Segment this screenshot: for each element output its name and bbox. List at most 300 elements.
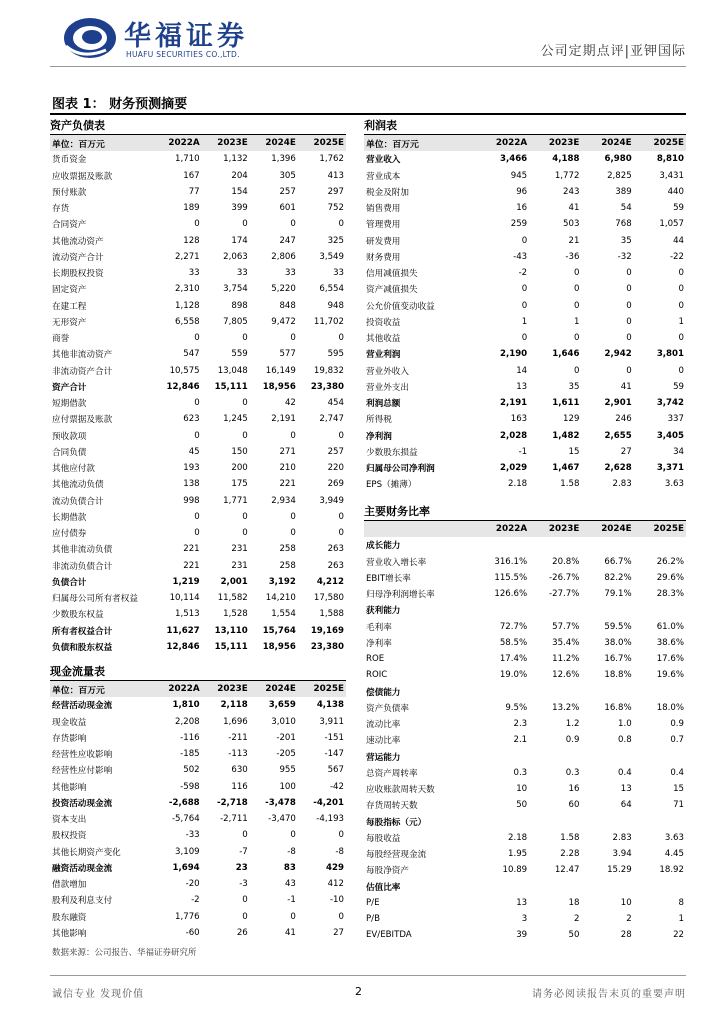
table-row bbox=[50, 860, 346, 876]
cell-value: 316.1% bbox=[494, 556, 528, 567]
cell-value: 17.4% bbox=[499, 654, 528, 665]
cell-value: 3.94 bbox=[612, 849, 632, 860]
table-row bbox=[50, 746, 346, 762]
cell-value: 258 bbox=[279, 560, 296, 571]
cell-value: 1,694 bbox=[172, 862, 200, 873]
table-row bbox=[364, 927, 686, 943]
cell-value: 15 bbox=[673, 784, 684, 795]
cell-value: 11,582 bbox=[217, 593, 248, 604]
table-row bbox=[50, 363, 346, 379]
row-label: 营业外收入 bbox=[366, 366, 409, 377]
cell-value: 4,138 bbox=[316, 700, 344, 711]
table-row bbox=[50, 216, 346, 232]
row-label: 负债合计 bbox=[52, 577, 87, 588]
table-row bbox=[364, 570, 686, 586]
cell-value: 2.3 bbox=[513, 719, 528, 730]
unit-header bbox=[364, 521, 477, 537]
cell-value: 58.5% bbox=[499, 637, 528, 648]
row-label: 在建工程 bbox=[52, 301, 87, 312]
cell-value: 271 bbox=[279, 446, 296, 457]
cell-value: 3,109 bbox=[175, 846, 200, 857]
cell-value: 2 bbox=[573, 914, 580, 925]
cell-value: 15,111 bbox=[214, 381, 248, 392]
unit-header: 单位：百万元 bbox=[364, 135, 477, 151]
cell-value: 0 bbox=[338, 830, 344, 841]
cell-value: 13 bbox=[516, 381, 528, 392]
cell-value: 1,772 bbox=[554, 170, 580, 181]
year-header: 2022A bbox=[477, 135, 529, 151]
cell-value: 454 bbox=[327, 398, 344, 409]
table-row bbox=[50, 697, 346, 713]
table-row bbox=[50, 892, 346, 908]
row-label: 其他收益 bbox=[366, 334, 401, 345]
balance-sheet-table bbox=[50, 135, 346, 655]
cell-value: -42 bbox=[329, 781, 344, 792]
cell-value: 167 bbox=[183, 170, 200, 181]
cell-value: -7 bbox=[239, 846, 248, 857]
cell-value: 13,110 bbox=[214, 625, 248, 636]
cell-value: 4,212 bbox=[316, 576, 344, 587]
table-row bbox=[50, 558, 346, 574]
cell-value: 231 bbox=[231, 544, 248, 555]
cell-value: 577 bbox=[279, 349, 296, 360]
cell-value: 0 bbox=[290, 511, 296, 522]
cell-value: 3,466 bbox=[499, 154, 528, 165]
cell-value: 221 bbox=[183, 544, 200, 555]
row-label: 资产减值损失 bbox=[366, 285, 418, 296]
cell-value: 269 bbox=[327, 479, 344, 490]
cell-value: 72.7% bbox=[499, 621, 528, 632]
cell-value bbox=[477, 602, 529, 618]
cell-value: 38.0% bbox=[604, 637, 632, 648]
cell-value: -33 bbox=[185, 830, 200, 841]
table-row bbox=[50, 460, 346, 476]
cell-value: 35 bbox=[620, 235, 632, 246]
cell-value: 2.18 bbox=[508, 479, 528, 490]
table-row bbox=[364, 537, 686, 553]
cell-value: -3,470 bbox=[268, 814, 296, 825]
cell-value: -43 bbox=[513, 251, 528, 262]
cell-value: 0 bbox=[242, 219, 248, 230]
cell-value: 1,554 bbox=[271, 609, 296, 620]
cell-value: 0 bbox=[242, 511, 248, 522]
cell-value: -201 bbox=[276, 732, 296, 743]
table-row bbox=[364, 265, 686, 281]
footer-divider bbox=[50, 975, 686, 976]
cell-value: 0 bbox=[573, 284, 580, 295]
year-header: 2024E bbox=[250, 135, 298, 151]
cell-value: 3,010 bbox=[271, 716, 296, 727]
year-header: 2023E bbox=[529, 521, 581, 537]
row-label: EPS（摊薄） bbox=[366, 480, 417, 491]
cell-value: 0 bbox=[290, 528, 296, 539]
income-statement-title: 利润表 bbox=[364, 118, 686, 135]
cell-value: 11,702 bbox=[313, 316, 344, 327]
cell-value: 257 bbox=[279, 186, 296, 197]
cell-value: 0 bbox=[573, 300, 580, 311]
table-row bbox=[364, 619, 686, 635]
row-label: 营业成本 bbox=[366, 171, 401, 182]
cell-value: 5,220 bbox=[271, 284, 296, 295]
table-row bbox=[364, 330, 686, 346]
cell-value: 150 bbox=[231, 446, 248, 457]
table-row bbox=[364, 667, 686, 683]
cell-value: 2,806 bbox=[271, 251, 296, 262]
table-row bbox=[50, 233, 346, 249]
cell-value: 3,754 bbox=[223, 284, 248, 295]
cell-value: 34 bbox=[673, 446, 684, 457]
row-label: 每股经营现金流 bbox=[366, 850, 427, 861]
table-row bbox=[364, 476, 686, 492]
cell-value: 1,771 bbox=[223, 495, 248, 506]
cell-value: 305 bbox=[279, 170, 296, 181]
table-row bbox=[364, 216, 686, 232]
cell-value: -2 bbox=[518, 268, 528, 279]
cell-value: -2,711 bbox=[220, 814, 248, 825]
cell-value: 16.7% bbox=[604, 654, 632, 665]
company-logo bbox=[62, 14, 272, 64]
table-row bbox=[50, 876, 346, 892]
row-label: 股东融资 bbox=[52, 912, 87, 923]
cell-value: 263 bbox=[327, 560, 344, 571]
cell-value: -8 bbox=[335, 846, 344, 857]
cell-value: 2,063 bbox=[223, 251, 248, 262]
table-row bbox=[50, 606, 346, 622]
table-row bbox=[50, 509, 346, 525]
cell-value: 0.4 bbox=[670, 767, 684, 778]
cell-value: 44 bbox=[673, 235, 684, 246]
cell-value: 33 bbox=[284, 268, 296, 279]
table-row bbox=[364, 700, 686, 716]
cell-value: 54 bbox=[620, 203, 632, 214]
row-label: 总资产周转率 bbox=[366, 768, 418, 779]
table-header-row bbox=[50, 681, 346, 697]
cell-value: 1.0 bbox=[618, 719, 632, 730]
ratios-panel bbox=[364, 504, 686, 944]
cell-value: 163 bbox=[510, 414, 528, 425]
cell-value: 3,405 bbox=[656, 430, 684, 441]
header-divider bbox=[50, 66, 686, 67]
table-row bbox=[50, 444, 346, 460]
row-label: 归属母公司所有者权益 bbox=[52, 594, 138, 605]
cell-value: 18.92 bbox=[659, 865, 684, 876]
table-row bbox=[50, 379, 346, 395]
row-label: 经营性应收影响 bbox=[52, 750, 113, 761]
year-header: 2024E bbox=[581, 135, 633, 151]
cell-value: -598 bbox=[180, 781, 200, 792]
cell-value: 220 bbox=[327, 463, 344, 474]
cell-value: 28 bbox=[620, 930, 632, 941]
cell-value: 79.1% bbox=[604, 589, 632, 600]
cell-value: 259 bbox=[510, 219, 528, 230]
table-row bbox=[50, 314, 346, 330]
doc-type: 公司定期点评|亚钾国际 bbox=[540, 44, 686, 59]
cell-value: 18.8% bbox=[604, 670, 632, 681]
logo-cn-text: 华福证券 bbox=[124, 21, 248, 52]
table-row bbox=[364, 411, 686, 427]
cell-value: 221 bbox=[279, 479, 296, 490]
cell-value: 59 bbox=[673, 203, 684, 214]
cell-value: 948 bbox=[327, 300, 344, 311]
row-label: EV/EBITDA bbox=[366, 930, 412, 941]
row-label: P/E bbox=[366, 897, 380, 908]
cell-value: 15,764 bbox=[262, 625, 296, 636]
cell-value: 38.6% bbox=[656, 637, 684, 648]
cell-value: 0 bbox=[290, 911, 296, 922]
row-label: 营业利润 bbox=[366, 350, 401, 361]
cell-value: 4,188 bbox=[552, 154, 580, 165]
table-row bbox=[50, 525, 346, 541]
cell-value bbox=[477, 537, 529, 553]
cell-value: 559 bbox=[231, 349, 248, 360]
table-row bbox=[50, 330, 346, 346]
row-label: 少数股东损益 bbox=[366, 447, 418, 458]
cell-value: 96 bbox=[516, 186, 528, 197]
cell-value: 1,513 bbox=[175, 609, 200, 620]
cell-value: -10 bbox=[329, 895, 344, 906]
cell-value: 0.9 bbox=[670, 719, 684, 730]
table-row bbox=[364, 281, 686, 297]
cell-value: 6,558 bbox=[175, 316, 200, 327]
cell-value: 12,846 bbox=[166, 381, 200, 392]
table-row bbox=[364, 716, 686, 732]
cell-value bbox=[581, 879, 633, 895]
cell-value: 623 bbox=[183, 414, 200, 425]
cell-value: 210 bbox=[279, 463, 296, 474]
row-label: 其他流动资产 bbox=[52, 236, 104, 247]
cell-value: 14 bbox=[516, 365, 528, 376]
cell-value: 399 bbox=[231, 203, 248, 214]
cell-value: 7,805 bbox=[223, 316, 248, 327]
cell-value bbox=[581, 684, 633, 700]
table-row bbox=[50, 395, 346, 411]
cell-value: 1,396 bbox=[271, 154, 296, 165]
cell-value: 0 bbox=[242, 333, 248, 344]
year-header: 2022A bbox=[477, 521, 529, 537]
row-label: ROIC bbox=[366, 670, 388, 681]
row-label: 经营性应付影响 bbox=[52, 766, 113, 777]
cell-value: 1,762 bbox=[319, 154, 344, 165]
cell-value: 17,580 bbox=[313, 593, 344, 604]
cell-value: 9.5% bbox=[505, 702, 528, 713]
cell-value: 601 bbox=[279, 203, 296, 214]
table-row bbox=[50, 200, 346, 216]
row-label: 信用减值损失 bbox=[366, 269, 418, 280]
year-header: 2022A bbox=[154, 681, 202, 697]
cell-value: 19.0% bbox=[499, 670, 528, 681]
cell-value: -27.7% bbox=[549, 589, 580, 600]
cell-value: 0 bbox=[194, 511, 200, 522]
row-label: 成长能力 bbox=[366, 541, 401, 552]
row-label: 合同资产 bbox=[52, 220, 87, 231]
cell-value: 440 bbox=[667, 186, 684, 197]
cell-value: 3.63 bbox=[664, 479, 684, 490]
income-statement-panel bbox=[364, 118, 686, 493]
table-row bbox=[50, 411, 346, 427]
row-label: 非流动负债合计 bbox=[52, 561, 113, 572]
row-label: 货币资金 bbox=[52, 155, 87, 166]
row-label: 公允价值变动收益 bbox=[366, 301, 435, 312]
row-label: 归属母公司净利润 bbox=[366, 464, 435, 475]
table-row bbox=[364, 233, 686, 249]
year-header: 2023E bbox=[202, 681, 250, 697]
cell-value: 3,742 bbox=[656, 398, 684, 409]
cell-value: 1,128 bbox=[175, 300, 200, 311]
cell-value: -147 bbox=[324, 749, 344, 760]
year-header: 2024E bbox=[250, 681, 298, 697]
cell-value: 1.58 bbox=[560, 832, 580, 843]
page-number: 2 bbox=[355, 985, 362, 998]
cell-value: 8,810 bbox=[656, 154, 684, 165]
cell-value: -36 bbox=[565, 251, 580, 262]
cell-value: 138 bbox=[183, 479, 200, 490]
table-row bbox=[364, 895, 686, 911]
row-label: 营业外支出 bbox=[366, 382, 409, 393]
cell-value: -4,193 bbox=[316, 814, 344, 825]
cell-value: 22 bbox=[673, 930, 684, 941]
cell-value: 1 bbox=[573, 316, 580, 327]
row-label: ROE bbox=[366, 654, 385, 665]
year-header: 2025E bbox=[634, 135, 686, 151]
cell-value bbox=[634, 749, 686, 765]
cell-value: 0.3 bbox=[513, 767, 528, 778]
cell-value: 2.28 bbox=[560, 849, 580, 860]
cell-value: 8 bbox=[678, 897, 684, 908]
cell-value: 3,549 bbox=[319, 251, 344, 262]
row-label: 管理费用 bbox=[366, 220, 401, 231]
table-row bbox=[50, 639, 346, 655]
cell-value: 503 bbox=[563, 219, 580, 230]
year-header: 2024E bbox=[581, 521, 633, 537]
cell-value: 115.5% bbox=[494, 572, 528, 583]
row-label: 净利率 bbox=[366, 638, 392, 649]
cell-value: 1,696 bbox=[223, 716, 248, 727]
cell-value: 3,949 bbox=[319, 495, 344, 506]
cell-value: 189 bbox=[183, 203, 200, 214]
cell-value: 3,371 bbox=[656, 463, 684, 474]
table-row bbox=[50, 346, 346, 362]
cell-value: 502 bbox=[183, 765, 200, 776]
cell-value: -26.7% bbox=[549, 572, 580, 583]
row-label: 研发费用 bbox=[366, 236, 401, 247]
table-row bbox=[364, 911, 686, 927]
cell-value: -60 bbox=[185, 927, 200, 938]
row-label: 应付票据及账款 bbox=[52, 415, 113, 426]
cell-value: 64 bbox=[620, 800, 632, 811]
cell-value: 2,825 bbox=[607, 170, 632, 181]
unit-header: 单位：百万元 bbox=[50, 681, 154, 697]
table-row bbox=[364, 830, 686, 846]
cell-value: 0 bbox=[194, 430, 200, 441]
table-row bbox=[50, 476, 346, 492]
ratios-title: 主要财务比率 bbox=[364, 504, 686, 521]
cell-value: 175 bbox=[231, 479, 248, 490]
cell-value: 0 bbox=[338, 511, 344, 522]
cell-value: 752 bbox=[327, 203, 344, 214]
table-row bbox=[50, 827, 346, 843]
cell-value: -8 bbox=[287, 846, 296, 857]
income-statement-table bbox=[364, 135, 686, 493]
table-row bbox=[364, 554, 686, 570]
cell-value: 10.89 bbox=[502, 865, 528, 876]
cell-value: 945 bbox=[510, 170, 528, 181]
cell-value: -32 bbox=[617, 251, 632, 262]
cell-value: 2,655 bbox=[604, 430, 632, 441]
cell-value: 0 bbox=[521, 333, 528, 344]
cell-value: 2.83 bbox=[612, 479, 632, 490]
cell-value: 6,980 bbox=[604, 154, 632, 165]
cell-value: 0 bbox=[290, 430, 296, 441]
row-label: 存货 bbox=[52, 204, 70, 215]
cell-value: 41 bbox=[620, 381, 632, 392]
cell-value: 23,380 bbox=[310, 641, 344, 652]
table-row bbox=[364, 765, 686, 781]
cell-value: 998 bbox=[183, 495, 200, 506]
cell-value: 325 bbox=[327, 235, 344, 246]
cell-value: -1 bbox=[287, 895, 296, 906]
cell-value: -1 bbox=[518, 446, 528, 457]
table-row bbox=[364, 602, 686, 618]
cell-value: 595 bbox=[327, 349, 344, 360]
cell-value: 18 bbox=[568, 897, 580, 908]
cell-value: -2,688 bbox=[168, 797, 200, 808]
cell-value: 3,911 bbox=[319, 716, 344, 727]
table-row bbox=[50, 795, 346, 811]
cell-value: 2,310 bbox=[175, 284, 200, 295]
cell-value: 0.3 bbox=[565, 767, 580, 778]
cell-value: 28.3% bbox=[656, 589, 684, 600]
cell-value: 221 bbox=[183, 560, 200, 571]
cell-value: 1,467 bbox=[552, 463, 580, 474]
cell-value: 0 bbox=[521, 284, 528, 295]
cell-value: 0 bbox=[678, 365, 684, 376]
cell-value: 246 bbox=[615, 414, 632, 425]
table-row bbox=[364, 184, 686, 200]
balance-sheet-title: 资产负债表 bbox=[50, 118, 346, 135]
cell-value: 0 bbox=[626, 316, 632, 327]
cell-value: 1 bbox=[678, 914, 684, 925]
cell-value bbox=[529, 684, 581, 700]
cell-value: 33 bbox=[333, 268, 344, 279]
cell-value: 9,472 bbox=[271, 316, 296, 327]
row-label: 归母净利润增长率 bbox=[366, 590, 435, 601]
cell-value: 0 bbox=[521, 235, 528, 246]
cell-value: 0 bbox=[290, 219, 296, 230]
row-label: 其他流动负债 bbox=[52, 480, 104, 491]
table-row bbox=[50, 541, 346, 557]
row-label: 无形资产 bbox=[52, 317, 87, 328]
cell-value: -113 bbox=[228, 749, 248, 760]
cell-value: 77 bbox=[188, 186, 200, 197]
cell-value: 0 bbox=[521, 300, 528, 311]
row-label: 负债和股东权益 bbox=[52, 642, 113, 653]
cell-value: 10 bbox=[620, 897, 632, 908]
table-row bbox=[364, 586, 686, 602]
unit-header: 单位：百万元 bbox=[50, 135, 154, 151]
cell-value: 3,192 bbox=[268, 576, 296, 587]
cell-value: 0 bbox=[678, 284, 684, 295]
cell-value: 2,190 bbox=[499, 349, 528, 360]
table-row bbox=[50, 714, 346, 730]
cell-value: -3 bbox=[239, 879, 248, 890]
table-row bbox=[364, 684, 686, 700]
cell-value: 0 bbox=[194, 219, 200, 230]
cell-value: 18.0% bbox=[656, 702, 684, 713]
table-row bbox=[50, 909, 346, 925]
cell-value: 2,001 bbox=[220, 576, 248, 587]
cell-value: 3,801 bbox=[656, 349, 684, 360]
cell-value: 71 bbox=[673, 800, 684, 811]
